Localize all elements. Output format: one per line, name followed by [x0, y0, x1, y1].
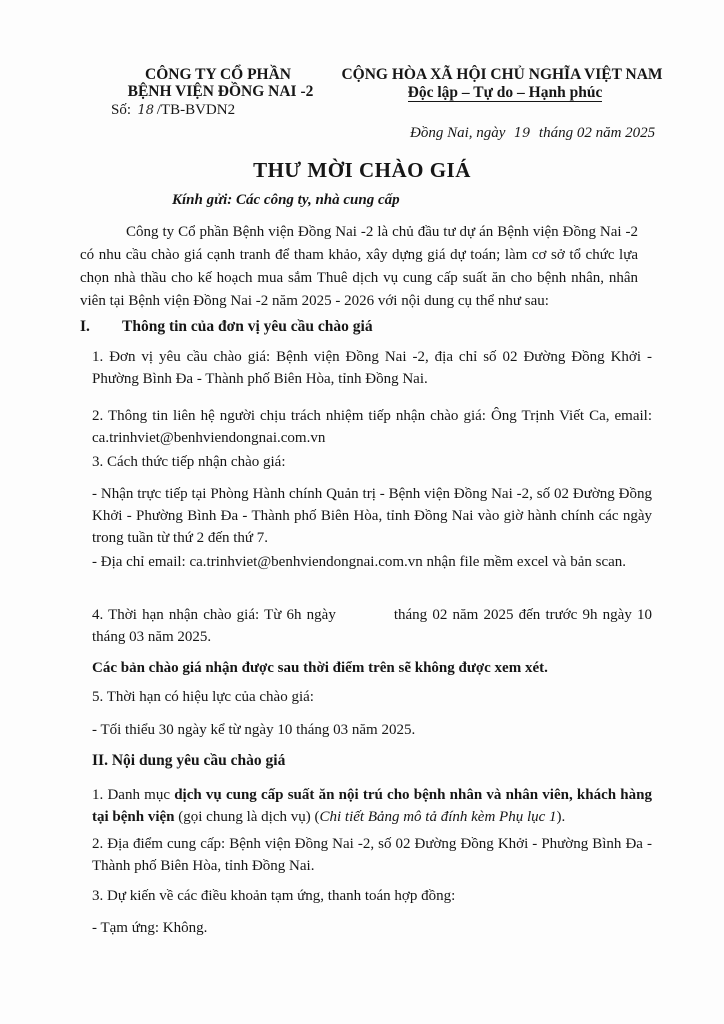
motto-separator-1: –: [458, 84, 474, 101]
section-1-item-1: 1. Đơn vị yêu cầu chào giá: Bệnh viện Đồng Nai -2, địa chỉ số 02 Đường Đồng Khởi - Phường Bình Đa - Thành phố Biên Hòa, tỉnh Đồng Nai.: [92, 349, 652, 387]
document-number-handwritten: 18: [137, 103, 155, 118]
issue-date: [410, 125, 655, 142]
motto-independence: Độc lập: [407, 84, 459, 101]
issue-date-prefix: Đồng Nai, ngày: [410, 125, 506, 141]
motto-happiness: Hạnh phúc: [528, 84, 603, 101]
motto-freedom: Tự do: [473, 84, 514, 101]
document-number-suffix: /TB-BVDN2: [156, 102, 236, 118]
section-2-item-1-appendix: Chi tiết Bảng mô tả đính kèm Phụ lục 1: [319, 809, 557, 825]
section-1-item-3-email: - Địa chỉ email: ca.trinhviet@benhviendongnai.com.vn nhận file mềm excel và bản scan.: [92, 554, 627, 570]
section-2-heading: II. Nội dung yêu cầu chào giá: [92, 752, 286, 769]
section-1-number: I.: [80, 318, 90, 335]
section-2-item-1-prefix: 1. Danh mục: [92, 787, 175, 803]
section-2-item-1-mid: (gọi chung là dịch vụ) (: [174, 809, 320, 825]
section-1-item-4: [92, 604, 652, 648]
section-1-item-5-detail: - Tối thiểu 30 ngày kể từ ngày 10 tháng 03 năm 2025.: [92, 722, 416, 738]
section-1-item-5: 5. Thời hạn có hiệu lực của chào giá:: [92, 689, 314, 705]
section-2-item-1-service: dịch vụ cung cấp suất ăn nội trú cho bệnh nhân và nhân viên, khách hàng tại bệnh viện: [92, 787, 652, 825]
section-1-item-3-direct: - Nhận trực tiếp tại Phòng Hành chính Quản trị - Bệnh viện Đồng Nai -2, số 02 Đường Đồng Khởi - Phường Bình Đa - Thành phố Biên Hòa, tỉnh Đồng Nai vào giờ hành chính các ngày trong tuần từ thứ 2 đến thứ 7.: [92, 486, 652, 546]
section-1-item-2: 2. Thông tin liên hệ người chịu trách nhiệm tiếp nhận chào giá: Ông Trịnh Viết Ca, email: ca.trinhviet@benhviendongnai.com.vn: [92, 408, 652, 446]
issue-date-day-handwritten: 19: [513, 126, 531, 141]
nation-title: CỘNG HÒA XÃ HỘI CHỦ NGHĨA VIỆT NAM: [341, 66, 663, 83]
section-1-heading: [80, 318, 373, 336]
document-number: [111, 102, 235, 119]
section-1-item-4-start: 4. Thời hạn nhận chào giá: Từ 6h ngày: [92, 607, 336, 623]
intro-paragraph: Công ty Cổ phần Bệnh viện Đồng Nai -2 là chủ đầu tư dự án Bệnh viện Đồng Nai -2 có nhu cầu chào giá cạnh tranh để tham khảo, xây dựng giá dự toán; làm cơ sở tổ chức lựa chọn nhà thầu cho kế hoạch mua sắm Thuê dịch vụ cung cấp suất ăn cho bệnh nhân, nhân viên tại Bệnh viện Đồng Nai -2 năm 2025 - 2026 với nội dung cụ thể như sau:: [80, 224, 638, 309]
section-1-item-4-end: tháng 02 năm 2025 đến trước 9h ngày 10 tháng 03 năm 2025.: [92, 607, 652, 645]
document-title: THƯ MỜI CHÀO GIÁ: [253, 158, 471, 182]
national-motto: [390, 84, 620, 102]
document-number-prefix: Số:: [111, 102, 132, 118]
org-name-line1: CÔNG TY CỔ PHẦN: [145, 66, 291, 83]
section-2-item-3-advance: - Tạm ứng: Không.: [92, 920, 208, 936]
section-2-item-3: 3. Dự kiến về các điều khoản tạm ứng, thanh toán hợp đồng:: [92, 888, 456, 904]
section-1-title: Thông tin của đơn vị yêu cầu chào giá: [122, 318, 373, 335]
motto-separator-2: –: [513, 84, 529, 101]
late-submission-notice: Các bản chào giá nhận được sau thời điểm trên sẽ không được xem xét.: [92, 660, 548, 676]
issue-date-suffix: tháng 02 năm 2025: [538, 125, 656, 141]
section-2-item-2: 2. Địa điểm cung cấp: Bệnh viện Đồng Nai -2, số 02 Đường Đồng Khởi - Phường Bình Đa - Thành phố Biên Hòa, tỉnh Đồng Nai.: [92, 836, 652, 874]
section-2-item-1: [92, 784, 652, 828]
section-2-item-1-end: ).: [556, 809, 566, 825]
org-name-line2: BỆNH VIỆN ĐỒNG NAI -2: [127, 83, 314, 100]
section-1-item-3: 3. Cách thức tiếp nhận chào giá:: [92, 454, 286, 470]
recipient-line: Kính gửi: Các công ty, nhà cung cấp: [172, 192, 400, 208]
